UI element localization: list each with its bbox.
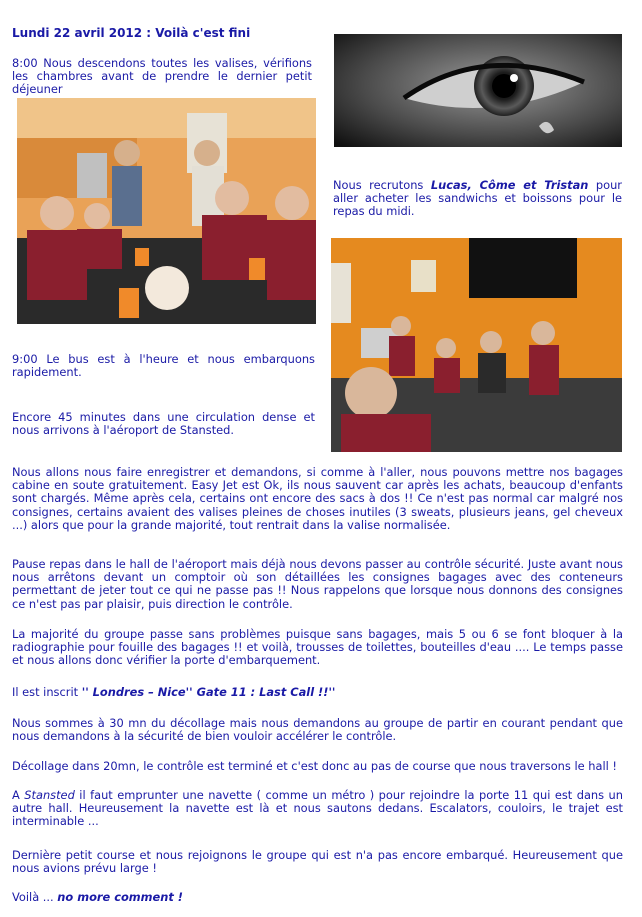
recruit-text-end: pour aller acheter les sandwichs et boissons pour le repas du midi. <box>333 178 622 219</box>
paragraph-recruit <box>333 179 622 219</box>
breakfast-scene <box>17 98 316 324</box>
paragraph-bus: 9:00 Le bus est à l'heure et nous embarquons rapidement. <box>12 352 315 380</box>
stansted-text-start: A <box>12 788 25 802</box>
page-title: Lundi 22 avril 2012 : Voilà c'est fini <box>12 26 251 40</box>
photo-group-tv <box>331 238 622 452</box>
paragraph-traffic: Encore 45 minutes dans une circulation dense et nous arrivons à l'aéroport de Stansted. <box>12 410 315 438</box>
recruit-names: Lucas, Côme et Tristan <box>430 178 589 192</box>
paragraph-morning: 8:00 Nous descendons toutes les valises, vérifions les chambres avant de prendre le dernier petit déjeuner <box>12 56 312 97</box>
final-emphasis: no more comment ! <box>57 890 183 904</box>
paragraph-lastcall <box>12 686 623 699</box>
final-text-start: Voilà ... <box>12 890 58 904</box>
paragraph-checkin: Nous allons nous faire enregistrer et demandons, si comme à l'aller, nous pouvons mettre nos bagages cabine en soute gratuitement. Easy Jet est Ok, ils nous sauvent car après les achats, beaucoup d'enfants sont chargés. Même après cela, certains ont encore des sacs à dos !! Ce n'est pas normal car malgré nos consignes, certains avaient des valises pleines de choses inutiles (3 sweats, plusieurs jeans, gel cheveux ...) alors que pour la grande majorité, tout rentrait dans la valise normalisée. <box>12 465 623 532</box>
paragraph-20mn: Décollage dans 20mn, le contrôle est terminé et c'est donc au pas de course que nous traversons le hall ! <box>12 759 617 773</box>
recruit-text-start: Nous recrutons <box>333 178 431 192</box>
paragraph-pause: Pause repas dans le hall de l'aéroport mais déjà nous devons passer au contrôle sécurité. Juste avant nous nous arrêtons devant un comptoir où son détaillées les consignes bagages avec des conteneurs permettant de jeter tout ce qui ne passe pas !! Nous rappelons que lorsque nous donnons des consignes ce n'est pas par plaisir, puis direction le contrôle. <box>12 557 623 611</box>
paragraph-30mn: Nous sommes à 30 mn du décollage mais nous demandons au groupe de partir en courant pendant que nous demandons à la sécurité de bien vouloir accélérer le contrôle. <box>12 716 623 744</box>
group-scene <box>331 238 622 452</box>
stansted-text-end: il faut emprunter une navette ( comme un métro ) pour rejoindre la porte 11 qui est dans un autre hall. Heureusement la navette est là et nous sautons dedans. Escalators, couloirs, le trajet est interminable ... <box>12 788 623 829</box>
photo-breakfast <box>17 98 316 324</box>
paragraph-final <box>12 891 623 904</box>
paragraph-last-run: Dernière petit course et nous rejoignons le groupe qui est n'a pas encore embarqué. Heureusement que nous avions prévu large ! <box>12 848 623 876</box>
lastcall-quote: '' Londres – Nice'' Gate 11 : Last Call !!'' <box>81 685 336 699</box>
lastcall-text-start: Il est inscrit <box>12 685 82 699</box>
photo-eye <box>334 34 622 147</box>
stansted-place: Stansted <box>24 788 75 802</box>
paragraph-stansted <box>12 789 623 829</box>
eye-illustration <box>334 34 622 147</box>
paragraph-majority: La majorité du groupe passe sans problèmes puisque sans bagages, mais 5 ou 6 se font bloquer à la radiographie pour fouille des bagages !! et voilà, trousses de toilettes, bouteilles d'eau .... Le temps passe et nous allons donc vérifier la porte d'embarquement. <box>12 627 623 668</box>
